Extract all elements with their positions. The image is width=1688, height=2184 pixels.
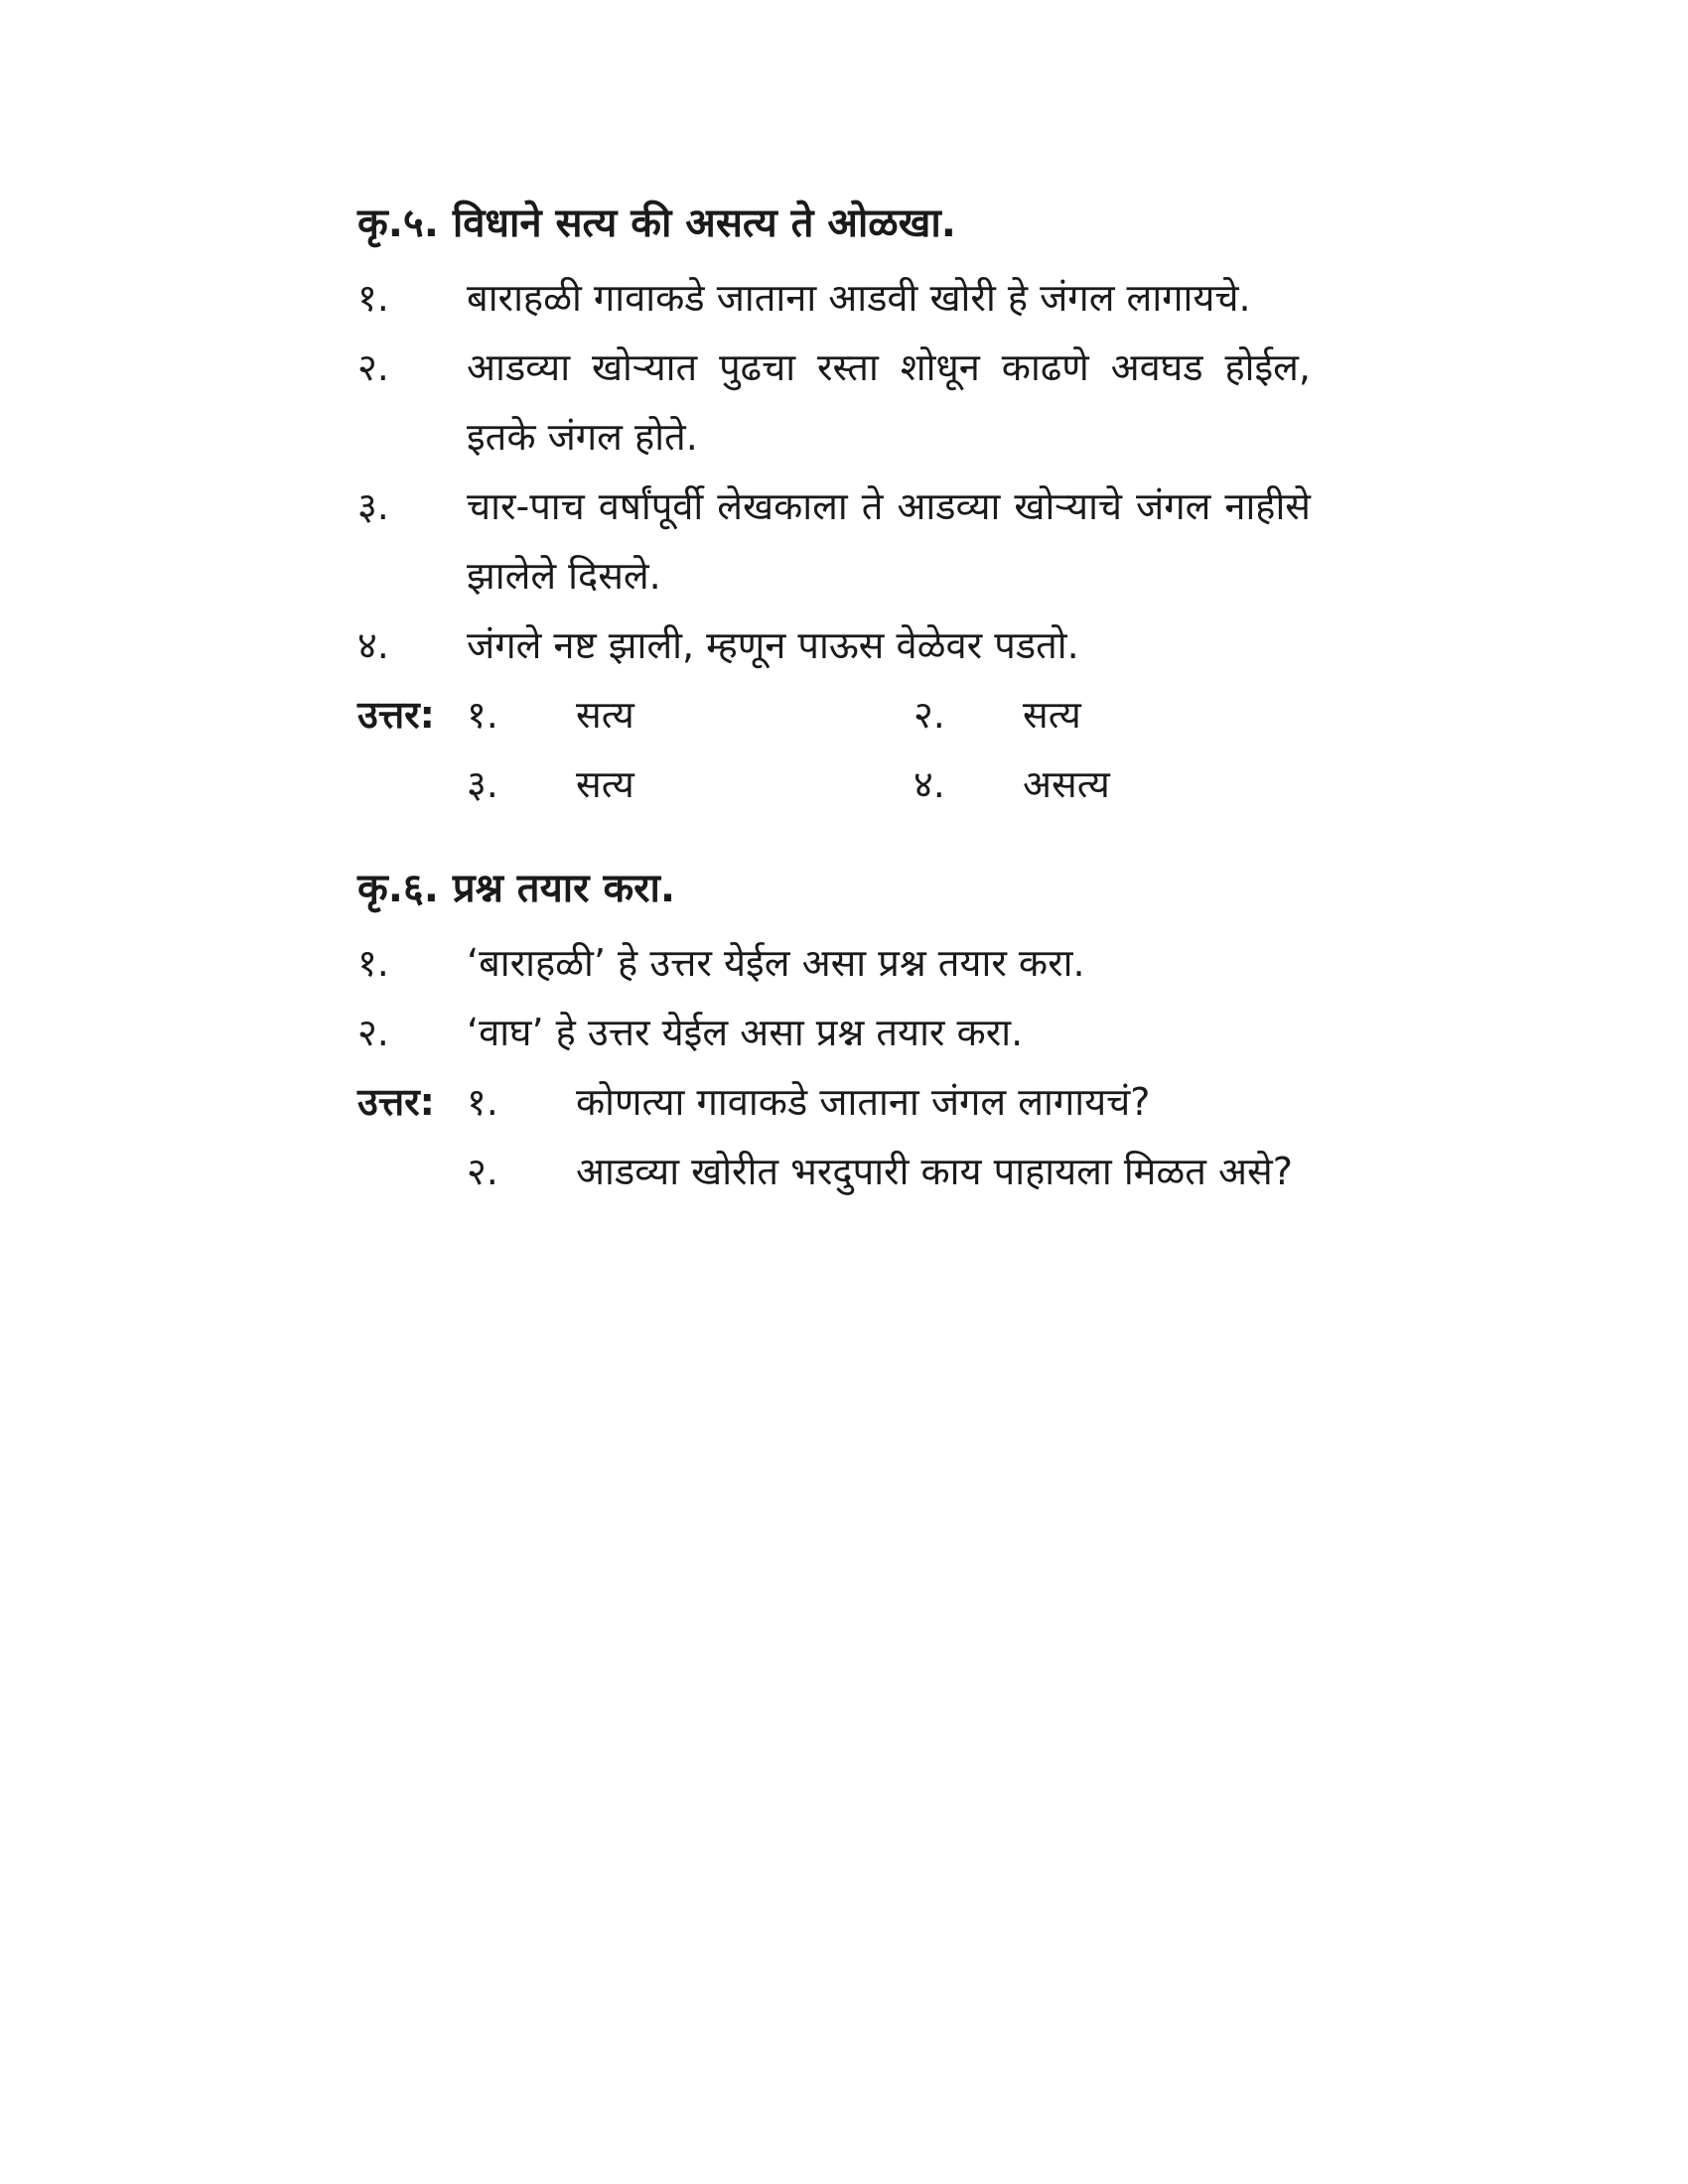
statement-1 xyxy=(357,263,1311,333)
answer-value: सत्य xyxy=(576,762,634,806)
question-number: १. xyxy=(357,941,389,985)
section5-heading: कृ.५. विधाने सत्य की असत्य ते ओळखा. xyxy=(357,201,956,246)
statement-text: चार-पाच वर्षांपूर्वी लेखकाला ते आडव्या खोऱ्याचे जंगल नाहीसे झालेले दिसले. xyxy=(467,484,1311,598)
statement-3 xyxy=(357,472,1311,611)
section6 xyxy=(357,859,1311,1206)
answer-number: २. xyxy=(467,1150,498,1193)
question-number: २. xyxy=(357,1011,389,1054)
answer-number: १. xyxy=(467,693,498,737)
statement-text: आडव्या खोऱ्यात पुढचा रस्ता शोधून काढणे अवघड होईल, इतके जंगल होते. xyxy=(467,345,1311,459)
statement-number: ४. xyxy=(357,623,389,667)
question-2 xyxy=(357,998,1311,1067)
answer-number: ४. xyxy=(914,762,945,806)
statement-4 xyxy=(357,611,1311,680)
generated-question-2 xyxy=(357,1137,1311,1206)
answer-label: उत्तर: xyxy=(357,693,435,737)
answer-number: २. xyxy=(914,693,945,737)
question-1 xyxy=(357,928,1311,998)
answer-value: असत्य xyxy=(1023,762,1110,806)
answer-row-1 xyxy=(357,680,1311,750)
answer-label: उत्तर: xyxy=(357,1080,435,1124)
statement-number: ३. xyxy=(357,484,389,528)
document-page xyxy=(357,194,1311,1206)
answer-value: सत्य xyxy=(576,693,634,737)
answer-number: १. xyxy=(467,1080,498,1124)
statement-number: २. xyxy=(357,345,389,389)
statement-text: जंगले नष्ट झाली, म्हणून पाऊस वेळेवर पडतो. xyxy=(467,623,1079,667)
answer-number: ३. xyxy=(467,762,498,806)
answer-text: कोणत्या गावाकडे जाताना जंगल लागायचं? xyxy=(576,1080,1151,1124)
question-text: ‘बाराहळी’ हे उत्तर येईल असा प्रश्न तयार करा. xyxy=(467,941,1085,985)
generated-question-1 xyxy=(357,1067,1311,1137)
question-text: ‘वाघ’ हे उत्तर येईल असा प्रश्न तयार करा. xyxy=(467,1011,1024,1054)
answer-text: आडव्या खोरीत भरदुपारी काय पाहायला मिळत असे? xyxy=(576,1150,1293,1193)
answer-row-2 xyxy=(357,750,1311,819)
section6-heading: कृ.६. प्रश्न तयार करा. xyxy=(357,866,676,911)
statement-2 xyxy=(357,333,1311,472)
statement-text: बाराहळी गावाकडे जाताना आडवी खोरी हे जंगल लागायचे. xyxy=(467,276,1251,320)
statement-number: १. xyxy=(357,276,389,320)
answer-value: सत्य xyxy=(1023,693,1081,737)
